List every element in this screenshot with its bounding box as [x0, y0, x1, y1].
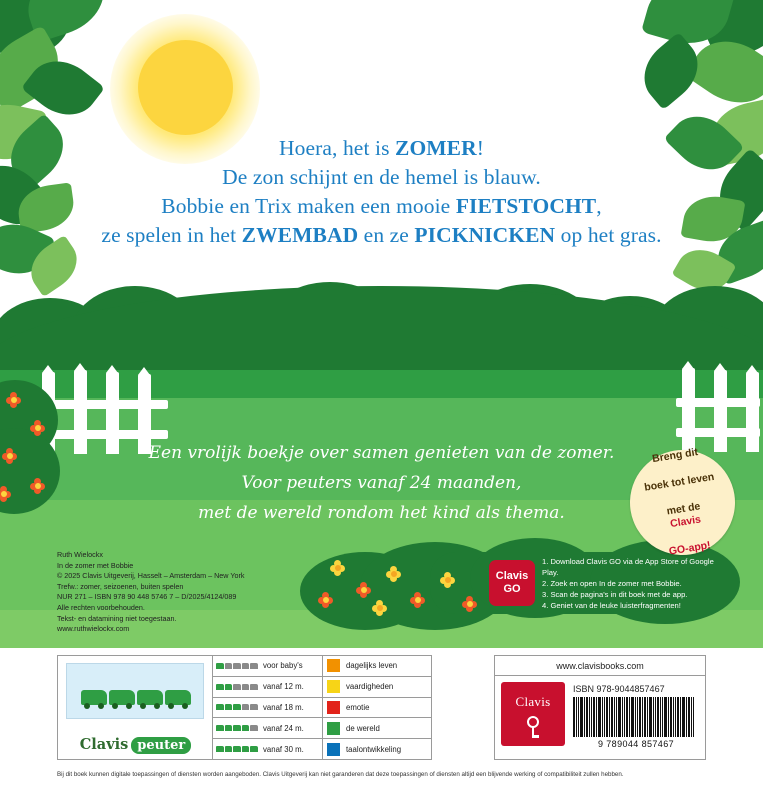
age-label: vanaf 30 m. [263, 744, 304, 754]
key-icon [525, 716, 541, 738]
theme-swatch [327, 701, 340, 714]
barcode [573, 697, 699, 737]
theme-label: vaardigheden [346, 682, 394, 692]
age-train-icon [216, 725, 258, 731]
age-row [213, 718, 322, 739]
theme-swatch [327, 659, 340, 672]
age-train-icon [216, 663, 258, 669]
age-column [213, 656, 323, 759]
colophon-keywords: Trefw.: zomer, seizoenen, buiten spelen [57, 581, 184, 591]
headline-text: , [596, 194, 602, 218]
headline-emphasis: ZOMER [395, 136, 477, 160]
colophon-isbn: NUR 271 – ISBN 978 90 448 5746 7 – D/2025/4124/089 [57, 592, 237, 602]
headline-text: en ze [358, 223, 415, 247]
flower-icon [386, 566, 401, 581]
headline-emphasis: PICKNICKEN [414, 223, 556, 247]
go-logo-go: GO [503, 583, 521, 595]
headline-line-2: De zon schijnt en de hemel is blauw. [222, 165, 541, 189]
age-row [213, 698, 322, 719]
age-train-icon [216, 684, 258, 690]
colophon-datamining: Tekst- en datamining niet toegestaan. [57, 613, 177, 623]
train-illustration [66, 663, 204, 719]
go-logo-name: Clavis [495, 570, 529, 582]
colophon-rights: Alle rechten voorbehouden. [57, 602, 145, 612]
publisher-name: Clavis [515, 694, 551, 709]
theme-swatch [327, 680, 340, 693]
flower-icon [6, 392, 21, 407]
theme-row [323, 739, 431, 759]
headline-line-4 [0, 221, 763, 250]
go-badge-line-4: GO-app! [668, 539, 712, 558]
age-row [213, 677, 322, 698]
theme-label: de wereld [346, 723, 380, 733]
app-step: 4. Geniet van de leuke luisterfragmenten! [542, 601, 681, 610]
headline-text: ! [476, 136, 485, 160]
colophon-website: www.ruthwielockx.com [57, 624, 130, 634]
legal-fineprint: Bij dit boek kunnen digitale toepassingen of diensten worden aangeboden. Clavis Uitgeverij kan niet garanderen dat deze toepassingen of diensten altijd een blijvende werking of compatibiliteit zullen hebben. [57, 771, 624, 778]
blurb-line-1: Een vrolijk boekje over samen genieten van de zomer. [148, 443, 615, 463]
flower-icon [356, 582, 371, 597]
app-step: 3. Scan de pagina's in dit boek met de app. [542, 590, 688, 599]
age-train-icon [216, 704, 258, 710]
sun-icon [138, 40, 233, 135]
flower-icon [330, 560, 345, 575]
theme-label: dagelijks leven [346, 661, 398, 671]
flower-icon [440, 572, 455, 587]
go-badge-line-1: Breng dit [651, 445, 699, 465]
colophon [57, 550, 317, 635]
headline-emphasis: ZWEMBAD [241, 223, 359, 247]
blurb-line-3: met de wereld rondom het kind als thema. [198, 503, 565, 523]
age-theme-table [57, 655, 432, 760]
app-step: 2. Zoek en open In de zomer met Bobbie. [542, 579, 682, 588]
age-row [213, 739, 322, 759]
theme-column [323, 656, 431, 759]
colophon-copyright: © 2025 Clavis Uitgeverij, Hasselt – Amsterdam – New York [57, 571, 245, 581]
flower-icon [318, 592, 333, 607]
theme-row [323, 698, 431, 719]
blurb-line-2: Voor peuters vanaf 24 maanden, [241, 473, 522, 493]
colophon-title: In de zomer met Bobbie [57, 560, 134, 570]
clavis-peuter-logo [58, 656, 213, 759]
age-train-icon [216, 746, 258, 752]
theme-swatch [327, 743, 340, 756]
age-label: vanaf 12 m. [263, 682, 304, 692]
go-badge-line-2: boek tot leven [643, 470, 716, 494]
headline-text: Bobbie en Trix maken een mooie [161, 194, 456, 218]
isbn-text: ISBN 978-9044857467 [573, 684, 665, 694]
headline-text: ze spelen in het [101, 223, 242, 247]
colophon-author: Ruth Wielockx [57, 550, 103, 559]
theme-swatch [327, 722, 340, 735]
headline-text: op het gras. [555, 223, 662, 247]
publisher-website: www.clavisbooks.com [495, 656, 705, 676]
flower-icon [462, 596, 477, 611]
headline-line-1 [0, 134, 763, 163]
isbn-panel [494, 655, 706, 760]
clavis-peuter-title [58, 736, 213, 753]
age-label: voor baby's [263, 661, 303, 671]
theme-row [323, 677, 431, 698]
flower-icon [372, 600, 387, 615]
headline-emphasis: FIETSTOCHT [455, 194, 597, 218]
flower-icon [30, 420, 45, 435]
app-instructions [487, 556, 717, 611]
theme-label: emotie [346, 702, 370, 712]
theme-row [323, 718, 431, 739]
go-badge-line-3b: Clavis [669, 513, 702, 531]
headline-text: Hoera, het is [278, 136, 396, 160]
age-row [213, 656, 322, 677]
barcode-number: 9 789044 857467 [597, 739, 675, 749]
brand-tag: peuter [131, 737, 191, 754]
clavis-go-badge [622, 442, 742, 562]
clavis-logo [501, 682, 565, 746]
page-title [0, 134, 763, 250]
age-label: vanaf 24 m. [263, 723, 304, 733]
brand-main: Clavis [79, 736, 129, 753]
age-label: vanaf 18 m. [263, 702, 304, 712]
train-icon [81, 684, 189, 710]
theme-row [323, 656, 431, 677]
app-step: 1. Download Clavis GO via de App Store of Google Play. [542, 557, 714, 577]
headline-line-3 [0, 192, 763, 221]
flower-icon [410, 592, 425, 607]
go-badge-line-3a: met de [665, 499, 702, 518]
theme-label: taalontwikkeling [346, 744, 402, 754]
